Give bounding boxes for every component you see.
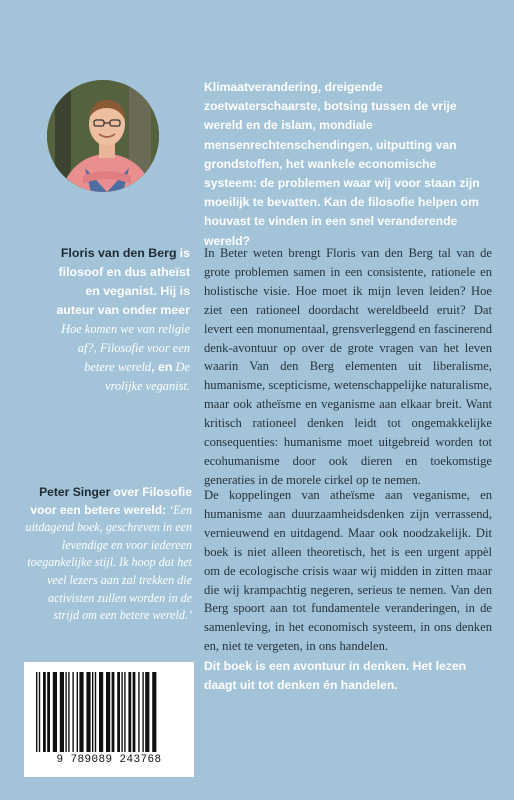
barcode-bar <box>72 672 73 752</box>
book-connector: , en <box>151 360 173 374</box>
description-paragraph-1: In Beter weten brengt Floris van den Berg tal van de grote problemen samen in een consistente, rationele en holistische visie. Hoe moet ik mijn leven leiden? Hoe ziet een rationeel doordacht wereldbeeld eruit? Dat levert een monumentaal, grensverleggend en fascinerend denk-avontuur op over de grote vragen van het leven waarin Van den Berg elementen uit liberalisme, humanisme, scepticisme, wetenschappelijke naturalisme, maar ook atheïsme en veganisme aan elkaar breit. Want kritisch rationeel denken leidt tot ongemakkelijke consequenties: humanisme moet uitgebreid worden tot ecohumanisme door ook dieren en toekomstige generaties in de morele cirkel op te nemen. <box>204 246 492 487</box>
barcode-bar <box>152 672 156 752</box>
barcode-bar <box>47 672 50 752</box>
book-separator: , <box>93 341 97 355</box>
review-quote <box>24 484 192 625</box>
barcode-bar <box>142 672 143 752</box>
book-title-1: Hoe komen we van religie af? <box>61 322 190 355</box>
closing-statement: Dit boek is een avontuur in denken. Het lezen daagt uit tot denken én handelen. <box>204 659 467 692</box>
barcode-bar <box>138 672 139 752</box>
barcode-bar <box>95 672 96 752</box>
barcode-bar <box>79 672 83 752</box>
barcode-bar <box>128 672 131 752</box>
isbn-barcode <box>24 662 194 777</box>
intro-paragraph: Klimaatverandering, dreigende zoetwaterschaarste, botsing tussen de vrije wereld en de islam, mondiale mensenrechtenschendingen, uitputting van grondstoffen, het wankele economische systeem: de problemen waar wij voor staan zijn moeilijk te bevatten. Kan de filosofie helpen om houvast te vinden in een snel veranderende wereld? <box>204 80 480 248</box>
reviewer-name: Peter Singer <box>39 485 111 499</box>
author-portrait-photo <box>47 80 159 192</box>
barcode-bar <box>77 672 78 752</box>
reviewer-context: over Filosofie voor een betere wereld: <box>30 485 192 517</box>
barcode-bar <box>92 672 93 752</box>
barcode-bar <box>117 672 120 752</box>
barcode-bar <box>112 672 115 752</box>
quote-text: ‘Een uitdagend boek, geschreven in een levendige en voor iedereen toegankelijke stijl. Ik hoop dat het veel lezers aan zal trekken die activisten zullen worden in de strijd om een betere wereld.’ <box>25 502 192 623</box>
barcode-bar <box>68 672 69 752</box>
barcode-bar <box>106 672 110 752</box>
barcode-bar <box>60 672 64 752</box>
barcode-bar <box>86 672 90 752</box>
barcode-bar <box>124 672 125 752</box>
barcode-bar <box>133 672 136 752</box>
barcode-bar <box>65 672 66 752</box>
barcode-bar <box>53 672 57 752</box>
barcode-bar <box>99 672 103 752</box>
barcode-bar <box>36 672 37 752</box>
barcode-bar <box>121 672 122 752</box>
barcode-bar <box>39 672 40 752</box>
description-paragraph-2: De koppelingen van atheïsme aan veganisme, en humanisme aan duurzaamheidsdenken zijn verrassend, vernieuwend en uitdagend. Maar ook noodzakelijk. Dit boek is niet alleen theoretisch, het is een urgent appèl om de ecologische crisis waar wij midden in zitten maar die wij krampachtig negeren, serieus te nemen. Van den Berg spoort aan tot fundamentele veranderingen, in de samenleving, in het economisch systeem, in ons denken en, niet te vergeten, in ons handelen. <box>204 488 492 654</box>
barcode-bar <box>145 672 149 752</box>
author-name: Floris van den Berg <box>60 246 177 260</box>
isbn-number: 9 789089 243768 <box>56 754 162 766</box>
author-description: is filosoof en dus atheïst en veganist. Hij is auteur van onder meer <box>56 246 190 317</box>
book-title-2: Filosofie voor een betere wereld <box>84 341 190 374</box>
author-bio <box>52 244 190 396</box>
barcode-bars <box>34 672 184 754</box>
barcode-bar <box>43 672 46 752</box>
book-title-3: De vrolijke veganist. <box>105 360 190 393</box>
